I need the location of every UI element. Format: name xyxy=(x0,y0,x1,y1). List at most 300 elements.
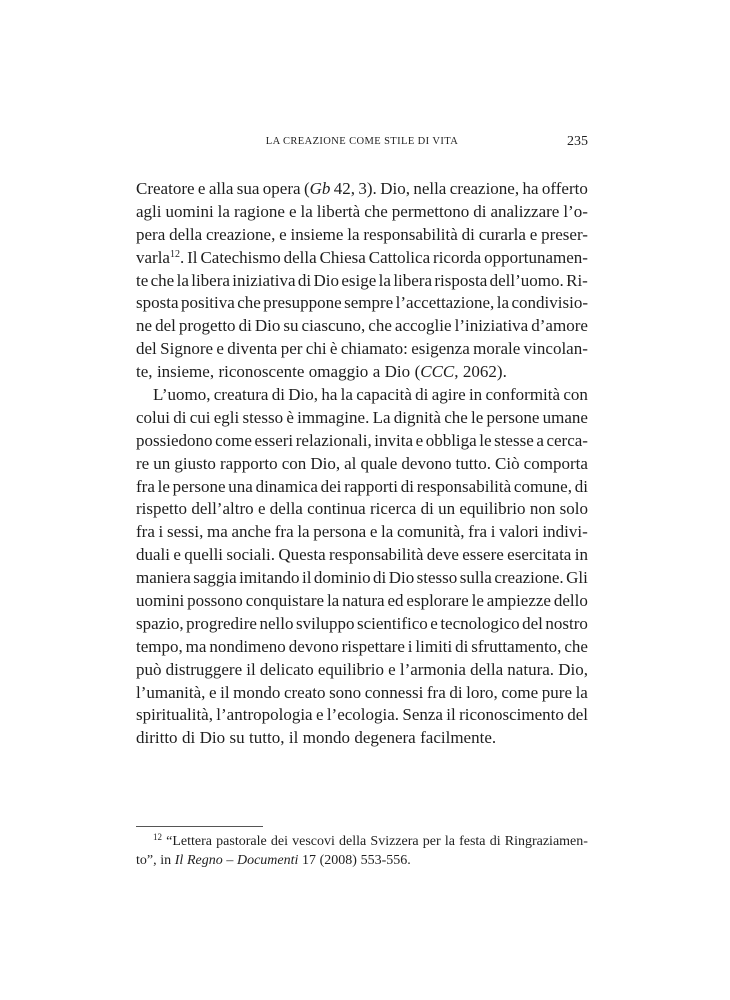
word: Cattolica xyxy=(368,247,431,267)
word: natura. xyxy=(507,659,555,679)
word: to”, xyxy=(136,853,157,868)
word: tecnologico xyxy=(440,613,520,633)
word: la xyxy=(340,385,353,405)
word: l’o- xyxy=(563,201,588,221)
word: le xyxy=(479,430,492,450)
word: agire xyxy=(431,385,466,405)
word: l’antropologia xyxy=(216,705,313,725)
word: creazione, xyxy=(205,224,276,244)
running-head xyxy=(136,135,588,151)
word: tempo, xyxy=(136,636,183,656)
word: Dio xyxy=(388,568,415,588)
word: rispettare xyxy=(341,636,405,656)
word: ma xyxy=(185,636,207,656)
word: che xyxy=(237,293,261,313)
word: Dio, xyxy=(310,453,341,473)
word xyxy=(153,832,162,851)
word: quelli xyxy=(184,545,224,565)
word: scientifico xyxy=(357,613,428,633)
word: dei xyxy=(270,834,288,849)
text-line xyxy=(136,453,588,476)
word: Dio xyxy=(199,728,226,748)
word: nostro xyxy=(545,613,588,633)
word: esplorare xyxy=(406,591,469,611)
word: pera xyxy=(136,224,166,244)
word: accoglie xyxy=(394,316,452,336)
word: non xyxy=(529,499,556,519)
word: il xyxy=(302,568,312,588)
word: progetto xyxy=(178,316,236,336)
word: fra xyxy=(136,522,155,542)
word: Dio, xyxy=(380,179,410,198)
word: il xyxy=(446,705,456,725)
word: e xyxy=(415,430,424,450)
word: sua xyxy=(236,179,260,198)
word: Dio xyxy=(313,270,340,290)
word: e xyxy=(208,682,217,702)
word: immagine. xyxy=(297,407,370,427)
word: diritto xyxy=(136,728,178,748)
word: della xyxy=(339,834,367,849)
word: la xyxy=(326,591,340,611)
word: che xyxy=(444,407,468,427)
footnote-line xyxy=(136,851,588,870)
word: devono xyxy=(288,636,339,656)
text-line xyxy=(136,315,588,338)
word: con xyxy=(563,385,588,405)
word: pure xyxy=(541,682,572,702)
word: sempre xyxy=(344,293,394,313)
word: chi xyxy=(305,339,327,359)
word: sulla xyxy=(459,568,492,588)
word: quale xyxy=(360,453,398,473)
body-text xyxy=(136,178,588,750)
word: il xyxy=(246,659,256,679)
word: agli xyxy=(136,201,162,221)
word: l’ecologia. xyxy=(326,705,400,725)
word: che xyxy=(368,316,392,336)
text-line xyxy=(136,361,588,384)
word: morale xyxy=(473,339,521,359)
word: responsabilità xyxy=(363,224,458,244)
text-line xyxy=(136,704,588,727)
word: Svizzera xyxy=(370,834,419,849)
word: di xyxy=(489,834,501,849)
word: fra xyxy=(426,682,446,702)
word: stesse xyxy=(494,430,534,450)
text-line xyxy=(136,498,588,521)
word: possiedono xyxy=(136,430,213,450)
word: di xyxy=(373,568,387,588)
word: positiva xyxy=(180,293,235,313)
word: L’uomo, xyxy=(153,385,211,405)
word: della xyxy=(269,499,303,519)
word: persona xyxy=(313,522,367,542)
text-line xyxy=(136,636,588,659)
word: le xyxy=(471,407,484,427)
page-number: 235 xyxy=(567,134,588,149)
word: di xyxy=(473,201,487,221)
word: (Gb xyxy=(303,179,331,198)
word: al xyxy=(344,453,357,473)
word: esercitata xyxy=(507,545,572,565)
word: preser- xyxy=(541,224,588,244)
word: condivisio- xyxy=(511,293,588,313)
word: Documenti xyxy=(236,853,299,868)
word: colui xyxy=(136,407,170,427)
word: il xyxy=(220,682,230,702)
word: che xyxy=(564,636,588,656)
word: rapporto xyxy=(220,453,278,473)
word: stesso xyxy=(242,407,284,427)
word: conquistare xyxy=(245,591,325,611)
word: di xyxy=(461,224,475,244)
footnotes xyxy=(136,832,588,870)
word: del xyxy=(522,613,543,633)
word: insieme xyxy=(290,224,344,244)
word: della xyxy=(470,659,504,679)
word: obbliga xyxy=(425,430,477,450)
word: rapporti xyxy=(344,476,398,496)
word: responsabilità xyxy=(329,545,424,565)
word: continua xyxy=(307,499,366,519)
word: di xyxy=(574,476,588,496)
footnote-number: 12 xyxy=(153,832,162,842)
word: dei xyxy=(320,476,342,496)
word: tutto, xyxy=(249,728,285,748)
word: conformità xyxy=(485,385,561,405)
word: comune, xyxy=(513,476,572,496)
word: di xyxy=(297,270,312,290)
word: e xyxy=(288,201,297,221)
text-line xyxy=(136,682,588,705)
word: dignità xyxy=(393,407,441,427)
word: Ri- xyxy=(566,270,588,290)
word: nello xyxy=(259,613,294,633)
word: degenera xyxy=(354,728,416,748)
word: la xyxy=(378,270,391,290)
text-line xyxy=(136,292,588,315)
word: i xyxy=(407,636,413,656)
text-line xyxy=(136,338,588,361)
word: tutto. xyxy=(455,453,491,473)
word: dinamica xyxy=(255,476,318,496)
word: l’accettazione, xyxy=(395,293,495,313)
text-line xyxy=(136,224,588,247)
word: creato xyxy=(283,682,326,702)
text-line xyxy=(136,613,588,636)
word: esigenza xyxy=(411,339,470,359)
word: facilmente. xyxy=(420,728,497,748)
word: imitando xyxy=(239,568,300,588)
word: ricorda xyxy=(433,247,482,267)
word: te, xyxy=(136,362,153,382)
word: di xyxy=(181,728,196,748)
word: Regno xyxy=(186,853,223,868)
word: 3). xyxy=(358,179,377,198)
word: responsabilità xyxy=(416,476,512,496)
word: e xyxy=(197,179,206,198)
word: invita xyxy=(374,430,414,450)
word: deve xyxy=(426,545,459,565)
word: a xyxy=(536,430,544,450)
word: della xyxy=(283,247,317,267)
word: ciascuno, xyxy=(301,316,366,336)
word: festa xyxy=(459,834,486,849)
word: fra xyxy=(274,522,294,542)
word: La xyxy=(372,407,391,427)
word: Signore xyxy=(160,339,214,359)
word: indivi- xyxy=(542,522,588,542)
word: un xyxy=(438,499,456,519)
word: Catechismo xyxy=(200,247,281,267)
word: permettono xyxy=(391,201,470,221)
word: su xyxy=(229,728,245,748)
word: relazionali, xyxy=(295,430,372,450)
word: 42, xyxy=(333,179,356,198)
word: offerto xyxy=(541,179,588,198)
word: e xyxy=(388,659,396,679)
word: curarla xyxy=(478,224,526,244)
word: – xyxy=(226,853,234,868)
word: comporta xyxy=(523,453,588,473)
word: Il xyxy=(187,247,198,267)
text-line xyxy=(136,659,588,682)
word: alla xyxy=(208,179,234,198)
word: insieme, xyxy=(156,362,215,382)
word: con xyxy=(281,453,307,473)
word: la xyxy=(496,293,510,313)
word: per xyxy=(422,834,441,849)
word: ampiezze xyxy=(486,591,551,611)
word: esige xyxy=(341,270,377,290)
word: i xyxy=(490,522,496,542)
word: le xyxy=(157,476,170,496)
word: che xyxy=(150,270,175,290)
word: e xyxy=(257,499,266,519)
word: nondimeno xyxy=(209,636,286,656)
word: equilibrio xyxy=(459,499,526,519)
word: del xyxy=(567,705,588,725)
word: iniziativa xyxy=(232,270,296,290)
word: la xyxy=(575,682,588,702)
footnote-line xyxy=(136,832,588,851)
word: omaggio xyxy=(308,362,369,382)
word: per xyxy=(280,339,303,359)
text-line xyxy=(136,384,588,407)
word: la xyxy=(347,224,360,244)
word: le xyxy=(471,591,484,611)
footnote-rule xyxy=(136,826,263,827)
running-title: LA CREAZIONE COME STILE DI VITA xyxy=(265,136,459,147)
word: stesso xyxy=(416,568,458,588)
word: vincolan- xyxy=(523,339,588,359)
word: il xyxy=(288,728,299,748)
word: in xyxy=(574,545,588,565)
word: cui xyxy=(189,407,211,427)
word: giusto xyxy=(174,453,216,473)
word: l’umanità, xyxy=(136,682,206,702)
word: 17 xyxy=(302,853,317,868)
word: Dio, xyxy=(288,385,319,405)
word: libertà xyxy=(316,201,361,221)
word: sociali. xyxy=(226,545,276,565)
word: sfruttamento, xyxy=(471,636,562,656)
word: progredire xyxy=(186,613,257,633)
word: del xyxy=(136,339,157,359)
text-line xyxy=(136,521,588,544)
word: ha xyxy=(522,179,539,198)
text-line xyxy=(136,590,588,613)
word: persone xyxy=(172,476,226,496)
word: e xyxy=(173,545,181,565)
word: della xyxy=(169,224,203,244)
word: come xyxy=(501,682,539,702)
word: a xyxy=(372,362,381,382)
word: 553-556. xyxy=(360,853,411,868)
word: di xyxy=(271,385,285,405)
word: (CCC, xyxy=(414,362,459,382)
word: diventa xyxy=(227,339,278,359)
word: umane xyxy=(542,407,588,427)
text-line xyxy=(136,476,588,499)
word: i xyxy=(158,522,164,542)
word: ne xyxy=(136,316,153,336)
word: e xyxy=(315,705,324,725)
word: Senza xyxy=(402,705,443,725)
word: risposta xyxy=(434,270,488,290)
word: connessi xyxy=(364,682,424,702)
word: come xyxy=(215,430,252,450)
word: (2008) xyxy=(319,853,357,868)
word: l’armonia xyxy=(399,659,466,679)
word: di xyxy=(238,316,252,336)
word: essere xyxy=(462,545,504,565)
word: solo xyxy=(559,499,588,519)
word: e xyxy=(279,224,287,244)
word: Ringraziamen- xyxy=(504,834,588,849)
word: è xyxy=(286,407,294,427)
text-line xyxy=(136,544,588,567)
word: può xyxy=(136,659,162,679)
word: opportunamen- xyxy=(484,247,588,267)
word: vescovi xyxy=(292,834,335,849)
word: capacità xyxy=(356,385,412,405)
word: pastorale xyxy=(216,834,267,849)
word: rispetto xyxy=(136,499,187,519)
word: persone xyxy=(486,407,540,427)
word: in xyxy=(160,853,172,868)
word: e xyxy=(369,522,378,542)
word: è xyxy=(329,339,338,359)
word: di xyxy=(415,385,429,405)
word: Ciò xyxy=(495,453,520,473)
word: chiamato: xyxy=(340,339,408,359)
text-line xyxy=(136,201,588,224)
word: mondo xyxy=(302,728,350,748)
word: uomini xyxy=(165,201,214,221)
word: fra xyxy=(136,476,155,496)
word: ma xyxy=(207,522,228,542)
word: riconoscente xyxy=(218,362,305,382)
word: Dio xyxy=(254,316,281,336)
word: la xyxy=(381,522,394,542)
word: presuppone xyxy=(263,293,342,313)
text-line xyxy=(136,727,588,750)
word: libera xyxy=(191,270,230,290)
word: 2062). xyxy=(462,362,507,382)
word: “Lettera xyxy=(166,834,213,849)
word: creazione, xyxy=(449,179,520,198)
word: dell’altro xyxy=(191,499,254,519)
word: d’amore xyxy=(531,316,588,336)
word: distruggere xyxy=(165,659,243,679)
word: la xyxy=(297,522,310,542)
word: che xyxy=(364,201,388,221)
word: anche xyxy=(231,522,272,542)
word: cerca- xyxy=(546,430,588,450)
word: la xyxy=(444,834,455,849)
word: te xyxy=(136,270,149,290)
word: un xyxy=(153,453,171,473)
word: una xyxy=(228,476,253,496)
word: di xyxy=(449,682,463,702)
word: Questa xyxy=(278,545,326,565)
word: la xyxy=(300,201,313,221)
word: sono xyxy=(329,682,362,702)
word: sessi, xyxy=(166,522,204,542)
word: creazione. xyxy=(494,568,564,588)
word: la xyxy=(217,201,230,221)
word: varla$^{12}$. xyxy=(136,247,185,267)
word: natura xyxy=(342,591,385,611)
word: di xyxy=(173,407,187,427)
word: re xyxy=(136,453,150,473)
word: opera xyxy=(262,179,301,198)
text-line xyxy=(136,178,588,201)
word: e xyxy=(430,613,438,633)
word: dello xyxy=(553,591,588,611)
word: possono xyxy=(187,591,243,611)
word: esseri xyxy=(254,430,294,450)
word: comunità, xyxy=(396,522,465,542)
word: creatura xyxy=(213,385,269,405)
word: di xyxy=(455,636,469,656)
word: dell’uomo. xyxy=(489,270,564,290)
word: dominio xyxy=(313,568,371,588)
word: di xyxy=(420,499,434,519)
word: sposta xyxy=(136,293,179,313)
word: di xyxy=(400,476,414,496)
text-line xyxy=(136,407,588,430)
word: e xyxy=(529,224,538,244)
word: del xyxy=(155,316,176,336)
word: Chiesa xyxy=(319,247,366,267)
word: nella xyxy=(413,179,447,198)
word: duali xyxy=(136,545,170,565)
word: loro, xyxy=(466,682,498,702)
word: devono xyxy=(401,453,452,473)
word: in xyxy=(468,385,483,405)
word: ha xyxy=(321,385,338,405)
word: saggia xyxy=(193,568,237,588)
word: sviluppo xyxy=(295,613,355,633)
word: Creatore xyxy=(136,179,195,198)
word: Il xyxy=(174,853,184,868)
word: equilibrio xyxy=(317,659,384,679)
word: ed xyxy=(387,591,404,611)
word: l’iniziativa xyxy=(454,316,529,336)
